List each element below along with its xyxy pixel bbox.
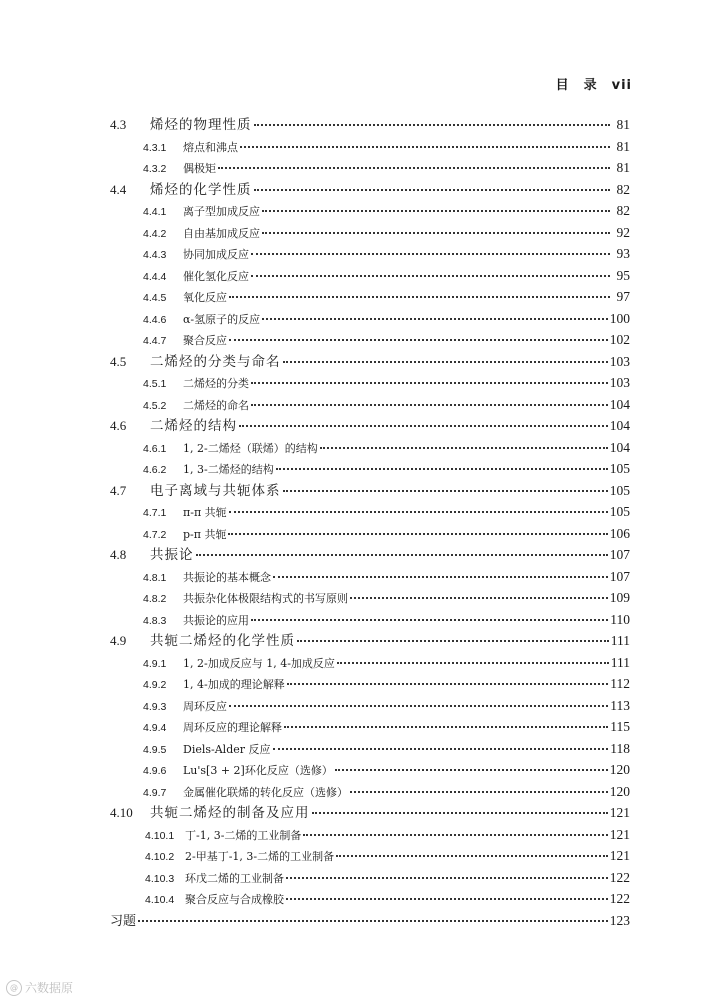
toc-entry-number: 4.10.1 [145,829,175,842]
toc-entry-title: 共振论 [150,547,194,563]
dot-leader [262,222,610,234]
toc-entry-number: 4.3 [110,117,127,132]
toc-entry-title: α-氢原子的反应 [183,312,261,326]
dot-leader [254,179,611,191]
dot-leader [251,372,608,384]
toc-entry-page: 107 [609,547,630,562]
toc-entry-page: 92 [616,224,630,240]
dot-leader [336,845,608,857]
toc-entry-page: 121 [609,805,630,820]
toc-entry[interactable] [110,265,630,287]
toc-entry[interactable] [110,630,630,652]
toc-entry-page: 81 [616,160,630,175]
toc-entry-title: 1, 4-加成的理论解释 [183,678,285,691]
dot-leader [297,630,609,642]
toc-entry-title: 离子型加成反应 [183,205,260,218]
toc-entry-title: 周环反应的理论解释 [183,721,282,734]
toc-entry-number: 4.6 [110,418,127,433]
header-lu: 录 [583,78,598,93]
toc-entry-page: 106 [609,525,630,541]
toc-entry[interactable] [110,523,630,545]
toc-entry-page: 120 [609,762,630,777]
toc-entry-page: 103 [609,375,630,390]
toc-entry[interactable] [110,910,630,932]
toc-entry-number: 4.5.2 [143,399,167,412]
toc-entry-title: 熔点和沸点 [183,140,238,154]
dot-leader [229,329,608,341]
toc-entry-page: 102 [609,332,630,347]
watermark-text: 六数据原 [25,981,74,995]
dot-leader [254,114,611,126]
toc-entry-number: 4.4.4 [143,270,167,283]
dot-leader [229,286,610,298]
toc-entry[interactable] [110,652,630,674]
toc-entry-page: 110 [610,611,630,627]
toc-entry-number: 4.7.2 [143,528,167,541]
toc-entry-page: 100 [609,310,630,326]
toc-entry[interactable] [110,566,630,588]
dot-leader [350,587,608,599]
toc-entry-title: 共轭二烯烃的化学性质 [150,633,295,649]
toc-entry[interactable] [110,200,630,222]
toc-entry[interactable] [110,415,630,437]
toc-entry-number: 4.9.1 [143,657,167,670]
toc-entry-number: 4.4.7 [143,335,167,347]
toc-entry-number: 4.4.2 [143,227,167,240]
dot-leader [218,157,610,169]
toc-entry-page: 122 [609,869,630,885]
toc-entry[interactable] [110,501,630,523]
toc-entry-title: 偶极矩 [183,162,216,175]
toc-entry-page: 111 [610,633,630,648]
toc-entry-page: 95 [616,267,630,283]
toc-entry-number: 4.9.6 [143,765,167,777]
toc-entry[interactable] [110,802,630,824]
dot-leader [262,200,610,212]
dot-leader [273,566,608,578]
toc-entry-page: 104 [609,396,630,412]
dot-leader [229,501,608,513]
toc-entry[interactable] [110,286,630,308]
toc-entry[interactable] [110,781,630,803]
toc-entry[interactable] [110,243,630,265]
toc-entry-page: 122 [609,891,630,906]
toc-entry-title: 二烯烃的结构 [150,418,237,434]
toc-entry-page: 109 [609,590,630,605]
toc-entry-number: 4.7.1 [143,507,167,519]
toc-entry-page: 121 [609,848,630,863]
toc-entry-page: 123 [609,912,630,928]
toc-entry[interactable] [110,394,630,416]
toc-entry-number: 4.8.2 [143,593,167,605]
dot-leader [228,523,607,535]
toc-entry[interactable] [110,114,630,136]
toc-entry-number: 4.8 [110,547,127,562]
dot-leader [286,888,608,900]
toc-entry[interactable] [110,738,630,760]
toc-entry-page: 103 [609,353,630,369]
toc-entry-number: 4.9 [110,633,127,648]
dot-leader [337,652,609,664]
toc-entry[interactable] [110,695,630,717]
toc-entry[interactable] [110,157,630,179]
toc-entry[interactable] [110,372,630,394]
toc-entry-title: 环戊二烯的工业制备 [185,871,284,885]
dot-leader [350,781,608,793]
toc-entry-number: 4.6.1 [143,442,167,455]
watermark-logo: @ [6,980,22,996]
toc-entry-number: 4.8.3 [143,614,167,627]
dot-leader [284,716,608,728]
toc-entry-page: 105 [609,461,630,476]
dot-leader [239,415,608,427]
toc-entry-title: 聚合反应 [183,334,227,347]
dot-leader [276,458,608,470]
toc-entry-page: 107 [609,568,630,584]
dot-leader [196,544,608,556]
toc-entry[interactable] [110,673,630,695]
toc-entry-title: 自由基加成反应 [183,226,260,240]
toc-entry-page: 82 [616,203,630,218]
toc-entry[interactable] [110,888,630,910]
toc-entry-page: 113 [610,697,630,713]
toc-entry-number: 4.10.2 [145,851,175,863]
toc-entry[interactable] [110,351,630,373]
toc-entry-number: 4.9.7 [143,786,167,799]
dot-leader [283,351,608,363]
toc-entry-title: 周环反应 [183,699,227,713]
toc-entry-title: 氧化反应 [183,291,227,304]
dot-leader [229,695,608,707]
toc-entry-title: 催化氢化反应 [183,269,249,283]
toc-entry-page: 118 [610,740,630,756]
watermark [6,979,73,996]
toc-entry[interactable] [110,845,630,867]
dot-leader [283,480,608,492]
toc-entry-number: 4.8.1 [143,571,167,584]
toc-entry-title: 1, 3-二烯烃的结构 [183,463,274,476]
toc-entry-title: 共振论的应用 [183,613,249,627]
toc-entry-title: Diels-Alder 反应 [183,742,271,756]
toc-entry-page: 105 [609,504,630,519]
toc-entry[interactable] [110,824,630,846]
toc-entry-number: 4.9.5 [143,743,167,756]
dot-leader [286,867,608,879]
toc-entry-page: 104 [609,439,630,455]
toc-entry-title: π-π 共轭 [183,506,227,519]
toc-entry[interactable] [110,437,630,459]
dot-leader [335,759,608,771]
toc-entry-title: 共振论的基本概念 [183,570,271,584]
toc-entry[interactable] [110,716,630,738]
dot-leader [303,824,607,836]
toc-entry-page: 115 [610,719,630,734]
dot-leader [240,136,610,148]
toc-entry-title: 丁-1, 3-二烯的工业制备 [185,828,302,842]
toc-entry-number: 4.9.2 [143,679,167,691]
dot-leader [138,910,608,922]
toc-entry-title: p-π 共轭 [183,527,227,541]
toc-entry-title: 电子离域与共轭体系 [150,482,281,499]
toc-entry[interactable] [110,759,630,781]
toc-entry[interactable] [110,222,630,244]
toc-entry[interactable] [110,609,630,631]
toc-entry-title: 1, 2-加成反应与 1, 4-加成反应 [183,656,335,670]
toc-entry-title: 烯烃的物理性质 [150,117,252,133]
toc-entry-title: 协同加成反应 [183,248,249,261]
toc-entry-title: 聚合反应与合成橡胶 [185,893,284,906]
toc-entry-number: 4.4.3 [143,249,167,261]
dot-leader [262,308,608,320]
toc-entry-title: 烯烃的化学性质 [150,181,252,198]
toc-entry-title: 共振杂化体极限结构式的书写原则 [183,592,348,605]
page-header [556,74,632,93]
dot-leader [320,437,608,449]
toc-entry-number: 4.5 [110,353,127,369]
dot-leader [251,394,608,406]
toc-entry[interactable] [110,587,630,609]
toc-entry-number: 4.6.2 [143,464,167,476]
toc-entry-title: 2-甲基丁-1, 3-二烯的工业制备 [185,850,335,863]
toc-entry-number: 4.5.1 [143,378,167,390]
toc-entry-page: 81 [616,117,630,132]
toc-entry[interactable] [110,867,630,889]
toc-entry-title: 二烯烃的分类与命名 [150,353,281,370]
toc-entry-number: 4.9.4 [143,722,167,734]
toc-entry-title: 1, 2-二烯烃（联烯）的结构 [183,441,318,455]
toc-entry-number: 4.7 [110,482,127,498]
toc-entry-number: 4.10.3 [145,872,175,885]
toc-entry-number: 4.4 [110,181,127,197]
toc-entry-number: 4.4.6 [143,313,167,326]
toc-entry-number: 4.3.2 [143,163,167,175]
toc-entry[interactable] [110,179,630,201]
dot-leader [251,265,610,277]
toc-entry-page: 82 [616,181,630,197]
toc-entry[interactable] [110,480,630,502]
toc-entry-title: 金属催化联烯的转化反应（选修） [183,785,348,799]
toc-entry-page: 97 [616,289,630,304]
toc-entry-number: 4.3.1 [143,141,167,154]
toc-entry-page: 105 [609,482,630,498]
toc-entry-page: 120 [609,783,630,799]
dot-leader [287,673,609,685]
dot-leader [273,738,609,750]
toc-entry-number: 4.10.4 [145,894,175,906]
toc-entry-page: 112 [610,676,630,691]
toc-entry-page: 121 [609,826,630,842]
toc-entry-number: 4.10 [110,805,133,820]
toc-entry-title: 习题 [110,913,137,929]
table-of-contents [110,114,630,931]
dot-leader [251,609,608,621]
toc-entry-title: 二烯烃的命名 [183,398,249,412]
toc-entry-number: 4.4.1 [143,206,167,218]
toc-entry[interactable] [110,136,630,158]
toc-entry-number: 4.4.5 [143,292,167,304]
toc-entry-number: 4.9.3 [143,700,167,713]
toc-entry-page: 93 [616,246,630,261]
toc-entry-page: 111 [610,654,630,670]
toc-entry-title: 共轭二烯烃的制备及应用 [150,805,310,821]
toc-entry-title: Lu's[3 + 2]环化反应（选修） [183,764,333,777]
toc-entry-page: 81 [616,138,630,154]
toc-entry-title: 二烯烃的分类 [183,377,249,390]
header-mu: 目 [555,78,570,93]
toc-entry[interactable] [110,544,630,566]
toc-entry[interactable] [110,329,630,351]
dot-leader [312,802,608,814]
toc-entry[interactable] [110,308,630,330]
toc-entry[interactable] [110,458,630,480]
header-page-number: vii [611,78,632,93]
dot-leader [251,243,610,255]
toc-entry-page: 104 [609,418,630,433]
